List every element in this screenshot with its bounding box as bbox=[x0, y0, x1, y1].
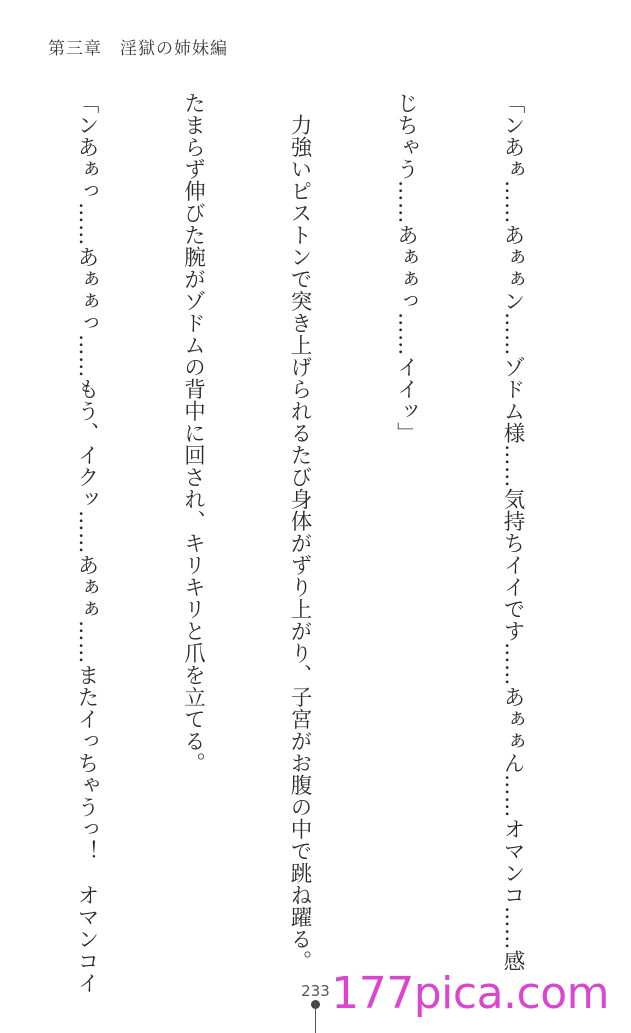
watermark: 177pica.com bbox=[331, 968, 609, 1019]
text-line: たまらず伸びた腕がゾドムの背中に回され、キリキリと爪を立てる。 bbox=[180, 92, 206, 774]
footer-rule bbox=[315, 1003, 316, 1033]
page-number: 233 bbox=[301, 982, 330, 1000]
text-line: 「ンあぁ……あぁぁン……ゾドム様……気持ちイイです……あぁぁん……オマンコ……感 bbox=[500, 92, 525, 972]
text-line: 力強いピストンで突き上げられるたび身体がずり上がり、子宮がお腹の中で跳ね躍る。 bbox=[287, 92, 312, 972]
text-line: 「ンあぁっ……あぁぁっ……もう、イクッ……あぁぁ……またイっちゃうっ！ オマンコイ bbox=[74, 92, 99, 994]
text-line: じちゃう……あぁぁっ……イイッ」 bbox=[393, 92, 419, 444]
chapter-header: 第三章 淫獄の姉妹編 bbox=[48, 39, 228, 59]
